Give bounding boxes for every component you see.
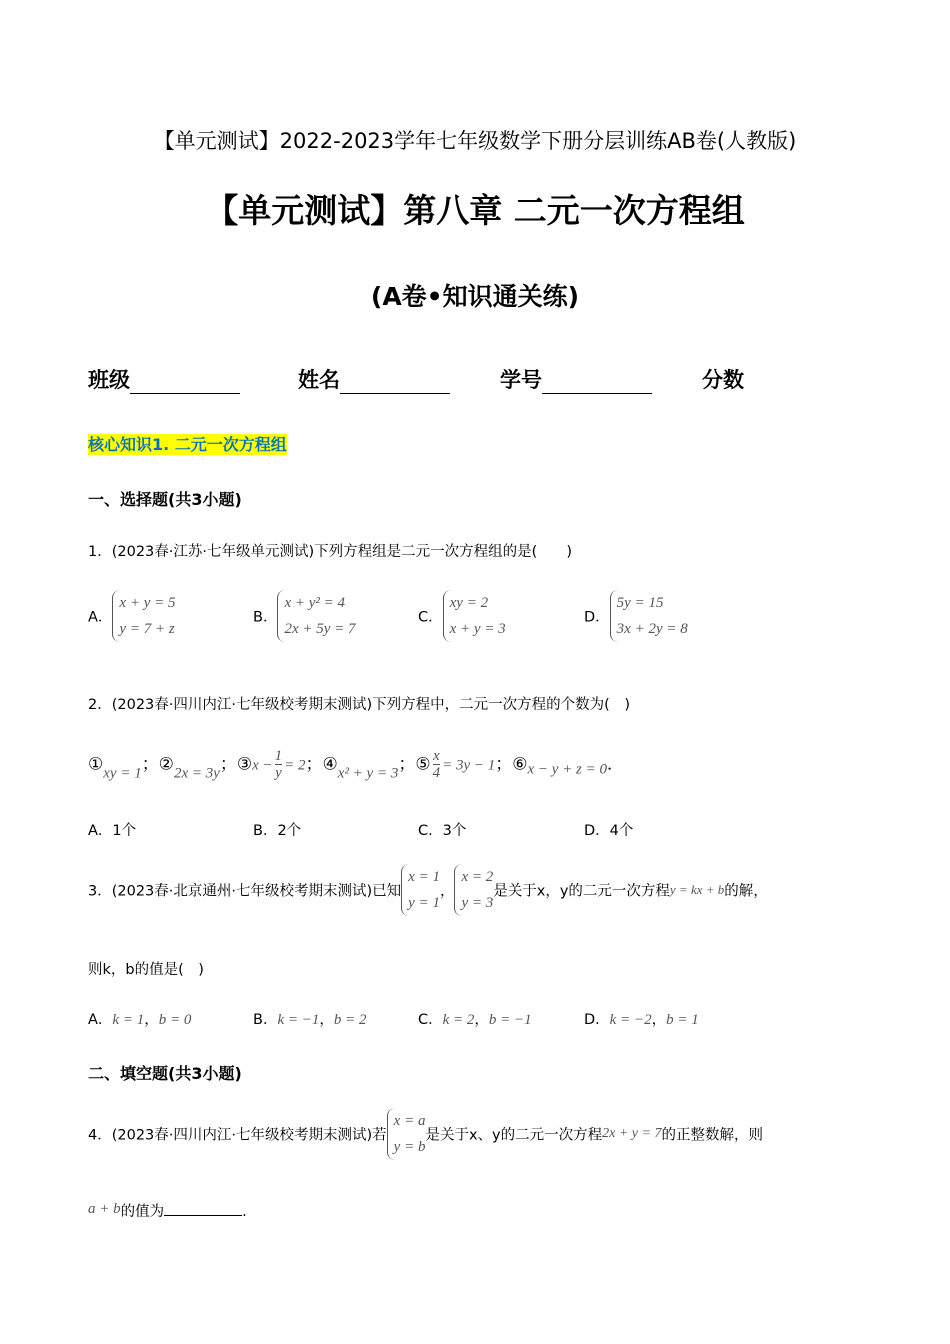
question-2-option-d: D．4个 [584,823,634,839]
name-label: 姓名 [298,368,340,392]
equation-system: x + y = 5 y = 7 + z [112,590,175,642]
question-3-stem: 3．(2023春·北京通州·七年级校考期末测试)已知 x = 1 y = 1 ， x = 2 y = 3 是关于x，y的二元一次方程y = kx + b的解， [88,864,768,916]
question-4-line2: a + b的值为 . [88,1201,247,1220]
id-field [500,364,652,394]
id-blank [542,371,652,394]
equation-system: 5y = 15 3x + 2y = 8 [610,590,688,642]
class-field [88,364,240,394]
equation-system: xy = 2 x + y = 3 [443,590,506,642]
question-1-option-b: B． x + y² = 4 2x + 5y = 7 [253,590,356,642]
equation-system: x = 2 y = 3 [454,864,493,916]
class-blank [130,371,240,394]
question-1-stem: 1．(2023春·江苏·七年级单元测试)下列方程组是二元一次方程组的是( ) [88,544,572,560]
id-label: 学号 [500,368,542,392]
equation-system: x = 1 y = 1 [401,864,440,916]
score-field [702,364,744,394]
question-3-line2: 则k，b的值是( ) [88,962,204,978]
equation-system: x = a y = b [387,1108,426,1160]
question-3-option-d: D．k = −2，b = 1 [584,1012,699,1028]
section-fill-heading: 二、填空题(共3小题) [88,1064,242,1083]
question-2-option-c: C．3个 [418,823,467,839]
question-1-option-c: C． xy = 2 x + y = 3 [418,590,506,642]
question-2-option-b: B．2个 [253,823,302,839]
score-label: 分数 [702,368,744,392]
document-part: (A卷•知识通关练) [370,282,580,311]
name-field [298,364,450,394]
section-choice-heading: 一、选择题(共3小题) [88,490,242,509]
question-3-option-c: C．k = 2，b = −1 [418,1012,532,1028]
question-2-stem: 2．(2023春·四川内江·七年级校考期末测试)下列方程中，二元一次方程的个数为( ) [88,697,630,713]
document-subtitle: 【单元测试】2022-2023学年七年级数学下册分层训练AB卷(人教版) [153,129,797,153]
question-1-option-a: A． x + y = 5 y = 7 + z [88,590,175,642]
question-2-equations: ①xy = 1；②2x = 3y；③x − $\frac{1}{y}$ = 2；④x² + y = 3；⑤ $\frac{x}{4}$ = 3y − 1；⑥x − y + z = 0． [88,748,625,782]
question-2-option-a: A．1个 [88,823,137,839]
name-blank [340,371,450,394]
knowledge-heading: 核心知识1. 二元一次方程组 [88,435,287,454]
question-3-option-a: A．k = 1，b = 0 [88,1012,192,1028]
question-3-option-b: B．k = −1，b = 2 [253,1012,367,1028]
answer-blank[interactable] [164,1215,242,1216]
equation-system: x + y² = 4 2x + 5y = 7 [277,590,355,642]
document-title: 【单元测试】第八章 二元一次方程组 [205,191,745,230]
question-4-stem: 4．(2023春·四川内江·七年级校考期末测试)若 x = a y = b 是关于x、y的二元一次方程2x + y = 7的正整数解，则 [88,1108,763,1160]
question-1-option-d: D． 5y = 15 3x + 2y = 8 [584,590,688,642]
class-label: 班级 [88,368,130,392]
